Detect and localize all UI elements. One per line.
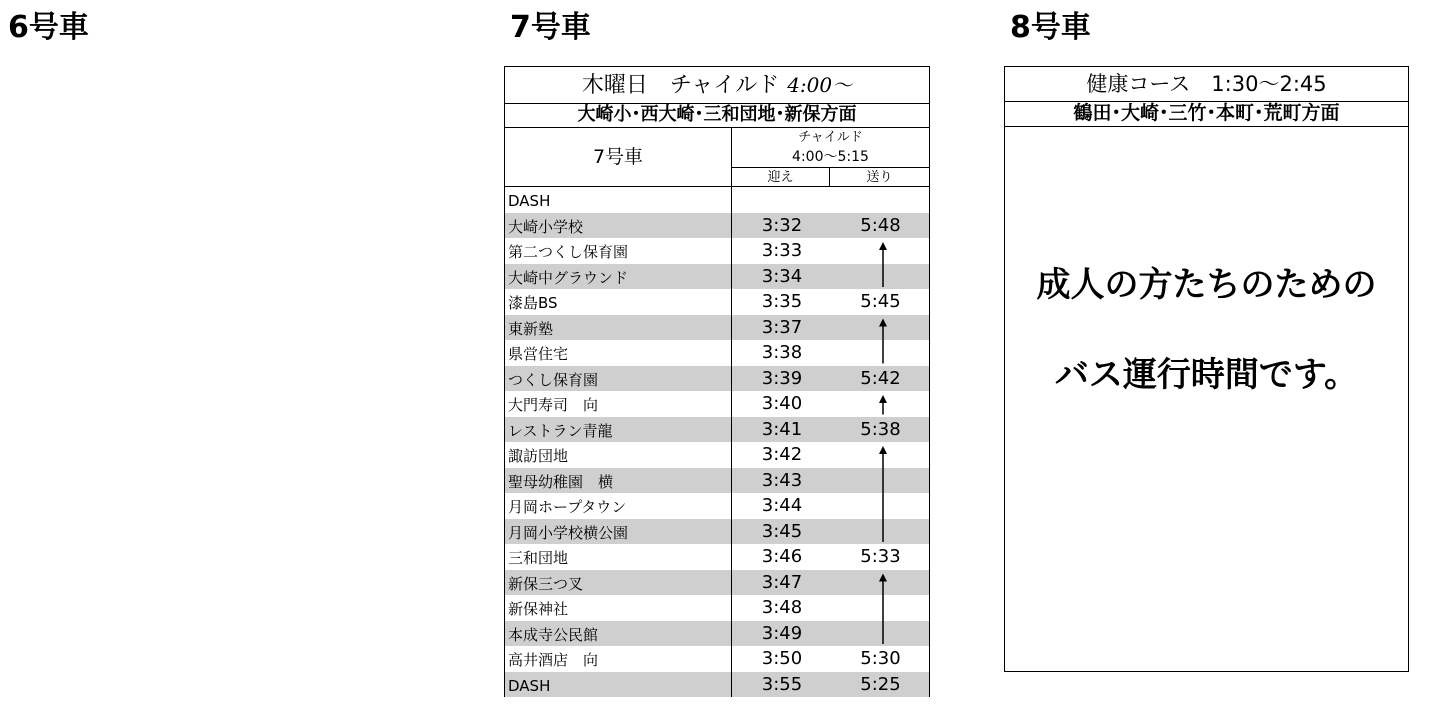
pickup-time: 3:47 (761, 571, 803, 593)
timetable-rows (505, 187, 929, 697)
dropoff-time: 5:45 (860, 291, 901, 312)
stop-name: 高井酒店 向 (508, 651, 599, 669)
stop-name: DASH (508, 676, 551, 695)
table-row (505, 315, 929, 341)
table-row (505, 391, 929, 417)
dropoff-time: 5:25 (860, 673, 901, 695)
column-subheaders (732, 167, 929, 187)
table-row (505, 187, 929, 213)
pickup-time: 3:44 (761, 495, 803, 516)
dropoff-time: 5:33 (860, 546, 901, 567)
car-7-title: 7号車 (510, 10, 591, 45)
timetable-route: 大崎小･西大崎･三和団地･新保方面 (505, 103, 929, 128)
table-row (505, 366, 929, 392)
stop-name: 聖母幼稚園 横 (508, 472, 614, 491)
table-row (505, 213, 929, 239)
stop-name: レストラン青龍 (508, 421, 613, 440)
pickup-time: 3:40 (761, 393, 803, 414)
dropoff-time (832, 391, 929, 417)
pickup-time: 3:45 (761, 520, 803, 542)
column-divider (731, 187, 732, 697)
pickup-time: 3:34 (761, 265, 803, 287)
stop-name: 大崎小学校 (508, 217, 584, 236)
dropoff-time (832, 468, 929, 494)
car-6-title: 6号車 (8, 10, 89, 45)
pickup-time: 3:48 (761, 597, 803, 618)
dropoff-time (832, 264, 929, 290)
dropoff-time: 5:38 (860, 418, 901, 440)
pickup-time: 3:41 (761, 418, 803, 440)
column-header-dropoff: 送り (866, 170, 893, 185)
pickup-time: 3:37 (761, 316, 803, 338)
pickup-time: 3:38 (761, 342, 803, 363)
dropoff-time: 5:48 (860, 214, 901, 236)
column-header-schedule (732, 128, 929, 187)
stop-name: 大崎中グラウンド (508, 268, 629, 287)
stop-name: 第二つくし保育園 (508, 243, 629, 261)
table-row (505, 468, 929, 494)
dropoff-time: 5:42 (860, 367, 901, 389)
pickup-time: 3:43 (761, 469, 803, 491)
panel-car-8 (1004, 66, 1409, 672)
pickup-time: 3:33 (761, 240, 803, 261)
stop-name: 東新塾 (508, 319, 554, 338)
stop-name: 漆島BS (508, 294, 558, 312)
stop-name: 月岡ホープタウン (508, 498, 627, 516)
table-row (505, 595, 929, 621)
table-row (505, 493, 929, 519)
dropoff-time (832, 340, 929, 366)
dropoff-time (832, 315, 929, 341)
stop-name: 県営住宅 (508, 345, 569, 363)
pickup-time: 3:46 (761, 546, 803, 567)
stop-name: 本成寺公民館 (508, 625, 599, 644)
stop-name: 月岡小学校横公園 (508, 523, 629, 542)
column-header-child: チャイルド (798, 130, 863, 145)
dropoff-time (832, 238, 929, 264)
dropoff-time (832, 493, 929, 519)
table-row (505, 621, 929, 647)
pickup-time: 3:39 (761, 367, 803, 389)
table-row (505, 672, 929, 698)
column-header-pickup: 迎え (732, 168, 830, 187)
table-row (505, 646, 929, 672)
table-row (505, 417, 929, 443)
table-row (505, 289, 929, 315)
stop-name: つくし保育園 (508, 370, 599, 389)
table-row (505, 442, 929, 468)
panel-course: 健康コース 1:30〜2:45 (1005, 67, 1408, 102)
table-row (505, 519, 929, 545)
panel-message-line-2: バス運行時間です。 (1054, 355, 1359, 395)
dropoff-time (832, 621, 929, 647)
column-header-car: 7号車 (505, 128, 732, 187)
pickup-time: 3:49 (761, 622, 803, 644)
stop-name: 諏訪団地 (508, 447, 569, 465)
stop-name: 大門寿司 向 (508, 396, 599, 414)
car-8-title: 8号車 (1010, 10, 1091, 45)
table-row (505, 340, 929, 366)
stop-name: DASH (508, 192, 551, 210)
timetable-day-label: 木曜日 チャイルド (581, 73, 780, 98)
timetable-car-7 (504, 66, 930, 697)
column-header-time-range: 4:00〜5:15 (792, 149, 869, 165)
dropoff-time (832, 595, 929, 621)
pickup-time (732, 187, 832, 213)
dropoff-time: 5:30 (860, 648, 901, 669)
pickup-time: 3:55 (761, 673, 803, 695)
dropoff-time (832, 570, 929, 596)
pickup-time: 3:32 (761, 214, 803, 236)
stop-name: 新保三つ叉 (508, 574, 584, 593)
table-row (505, 264, 929, 290)
table-row (505, 544, 929, 570)
dropoff-time (832, 187, 929, 213)
handwritten-time: 4:00〜 (787, 73, 853, 97)
table-row (505, 570, 929, 596)
stop-name: 三和団地 (508, 549, 569, 567)
dropoff-time (832, 519, 929, 545)
panel-route: 鶴田･大崎･三竹･本町･荒町方面 (1005, 101, 1408, 127)
table-row (505, 238, 929, 264)
pickup-time: 3:50 (761, 648, 803, 669)
panel-message-line-1: 成人の方たちのための (1036, 265, 1377, 305)
stop-name: 新保神社 (508, 600, 569, 618)
pickup-time: 3:35 (761, 291, 803, 312)
pickup-time: 3:42 (761, 444, 803, 465)
timetable-heading (505, 67, 929, 104)
dropoff-time (832, 442, 929, 468)
